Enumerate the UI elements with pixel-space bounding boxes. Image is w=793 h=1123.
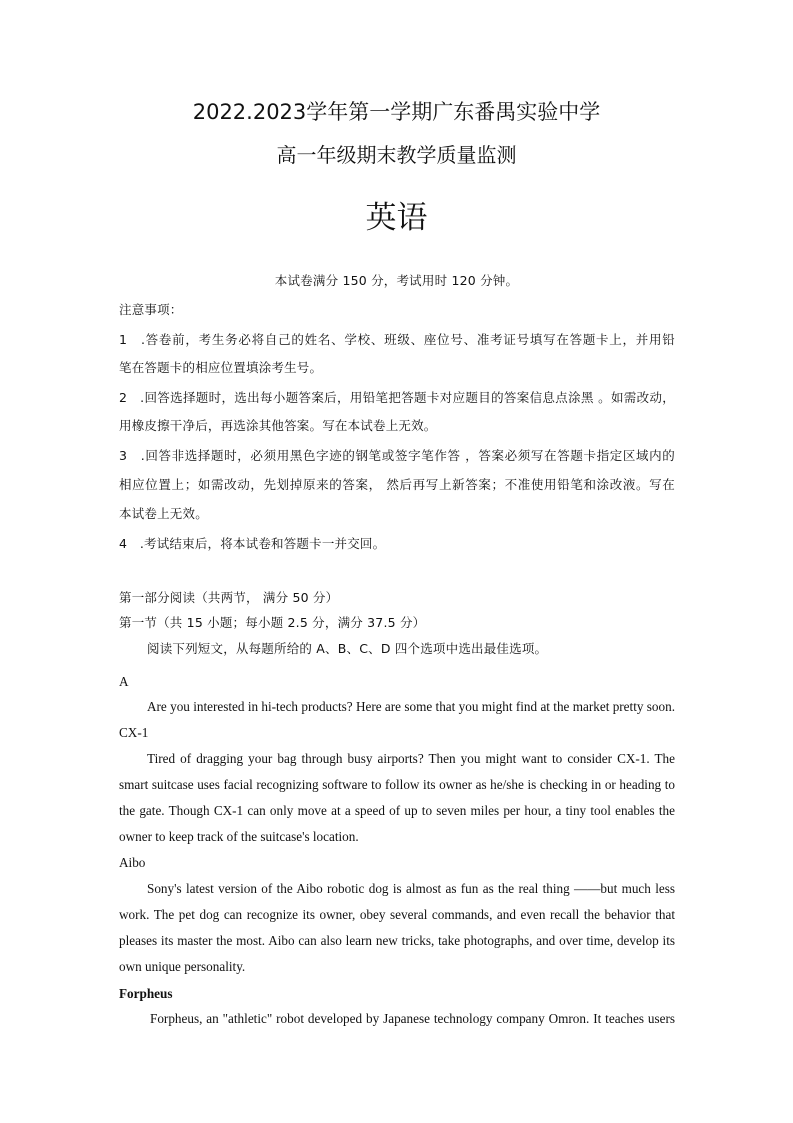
note-item-3-line-3: 本试卷上无效。 [119, 506, 208, 521]
note-item-1-line-2: 笔在答题卡的相应位置填涂考生号。 [119, 360, 323, 375]
reading-instruction: 阅读下列短文，从每题所给的 A、B、C、D 四个选项中选出最佳选项。 [147, 641, 548, 656]
product-title-aibo: Aibo [119, 855, 146, 870]
note-item-1-line-1: 1 .答卷前，考生务必将自己的姓名、学校、班级、座位号、准考证号填写在答题卡上，并用铅 [119, 332, 675, 347]
aibo-line-1: Sony's latest version of the Aibo robotic dog is almost as fun as the real thing ——but much less [147, 881, 675, 896]
aibo-line-4: own unique personality. [119, 959, 246, 974]
part1-heading: 第一部分阅读（共两节， 满分 50 分） [119, 590, 339, 605]
exam-title-line2: 高一年级期末教学质量监测 [276, 143, 517, 167]
cx1-line-1: Tired of dragging your bag through busy airports? Then you might want to consider CX-1. The [147, 751, 675, 766]
product-title-forpheus: Forpheus [119, 986, 173, 1001]
cx1-line-3: the gate. Though CX-1 can only move at a speed of up to seven miles per hour, a tiny tool enables the [119, 803, 675, 818]
exam-title-line1: 2022.2023学年第一学期广东番禺实验中学 [192, 100, 601, 124]
note-item-4-line-1: 4 .考试结束后，将本试卷和答题卡一并交回。 [119, 536, 386, 551]
aibo-line-3: pleases its master the most. Aibo can also learn new tricks, take photographs, and over time, develop its [119, 933, 675, 948]
note-item-3-line-1: 3 .回答非选择题时，必须用黑色字迹的钢笔或签字笔作答 ，答案必须写在答题卡指定区域内的 [119, 448, 675, 463]
aibo-line-2: work. The pet dog can recognize its owner, obey several commands, and even recall the behavior that [119, 907, 675, 922]
note-item-2-line-2: 用橡皮擦干净后，再选涂其他答案。写在本试卷上无效。 [119, 418, 437, 433]
note-item-2-line-1: 2 .回答选择题时，选出每小题答案后，用铅笔把答题卡对应题目的答案信息点涂黑 。如需改动， [119, 390, 675, 405]
notes-heading: 注意事项： [119, 302, 183, 317]
forpheus-line-1: Forpheus, an "athletic" robot developed by Japanese technology company Omron. It teaches users [150, 1011, 675, 1026]
cx1-line-2: smart suitcase uses facial recognizing software to follow its owner as he/she is checking in or heading to [119, 777, 675, 792]
cx1-line-4: owner to keep track of the suitcase's location. [119, 829, 359, 844]
passage-a-intro: Are you interested in hi-tech products? Here are some that you might find at the market pretty soon. [147, 699, 675, 714]
note-item-3-line-2: 相应位置上；如需改动，先划掉原来的答案， 然后再写上新答案；不准使用铅笔和涂改液。写在 [119, 477, 675, 492]
passage-a-label: A [119, 674, 129, 689]
section1-heading: 第一节（共 15 小题；每小题 2.5 分，满分 37.5 分） [119, 615, 426, 630]
exam-info: 本试卷满分 150 分，考试用时 120 分钟。 [274, 273, 519, 288]
product-title-cx1: CX-1 [119, 725, 149, 740]
subject-title: 英语 [365, 200, 428, 236]
